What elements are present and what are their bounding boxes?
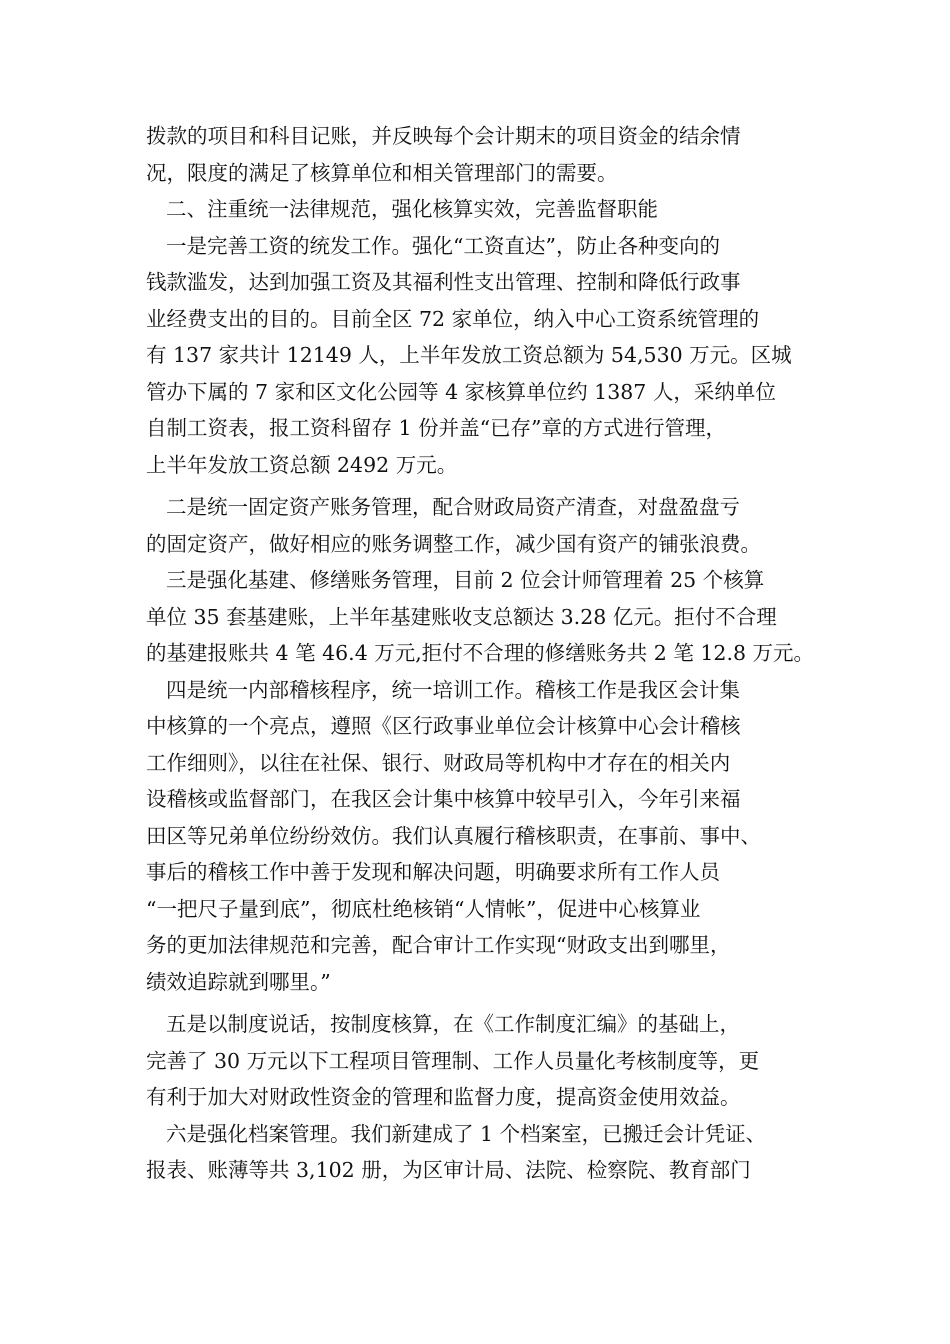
paragraph-construction xyxy=(146,562,826,672)
text-line: 务的更加法律规范和完善，配合审计工作实现“财政支出到哪里， xyxy=(146,933,731,957)
text-line: 设稽核或监督部门，在我区会计集中核算中较早引入，今年引来福 xyxy=(146,787,741,811)
text-line: 完善了 30 万元以下工程项目管理制、工作人员量化考核制度等，更 xyxy=(146,1048,760,1073)
text-line: 田区等兄弟单位纷纷效仿。我们认真履行稽核职责，在事前、事中、 xyxy=(146,823,761,848)
text-line: 况，限度的满足了核算单位和相关管理部门的需要。 xyxy=(146,160,618,185)
text-line: 绩效追踪就到哪里。” xyxy=(146,969,331,994)
text-line: 工作细则》，以往在社保、银行、财政局等机构中才存在的相关内 xyxy=(146,750,731,775)
text-line: 钱款滥发，达到加强工资及其福利性支出管理、控制和降低行政事 xyxy=(146,270,741,294)
paragraph-1 xyxy=(146,118,826,191)
text-line: 的基建报账共 4 笔 46.4 万元,拒付不合理的修缮账务共 2 笔 12.8 万元。 xyxy=(146,641,815,665)
paragraph-archives xyxy=(146,1116,826,1189)
text-line: 自制工资表，报工资科留存 1 份并盖“已存”章的方式进行管理， xyxy=(146,416,727,440)
text-line: “一把尺子量到底”，彻底杜绝核销“人情帐”，促进中心核算业 xyxy=(146,896,701,921)
text-line: 管办下属的 7 家和区文化公园等 4 家核算单位约 1387 人，采纳单位 xyxy=(146,379,776,404)
section-heading xyxy=(146,191,826,228)
text-line: 报表、账薄等共 3,102 册，为区审计局、法院、检察院、教育部门 xyxy=(146,1158,751,1182)
text-line: 四是统一内部稽核程序，统一培训工作。稽核工作是我区会计集 xyxy=(166,677,740,702)
text-line: 六是强化档案管理。我们新建成了 1 个档案室，已搬迁会计凭证、 xyxy=(166,1121,767,1146)
text-line: 五是以制度说话，按制度核算，在《工作制度汇编》的基础上， xyxy=(166,1012,740,1036)
paragraph-wages xyxy=(146,228,826,484)
text-line: 业经费支出的目的。目前全区 72 家单位，纳入中心工资系统管理的 xyxy=(146,306,760,331)
paragraph-regulations xyxy=(146,1006,826,1116)
text-line: 拨款的项目和科目记账，并反映每个会计期末的项目资金的结余情 xyxy=(146,124,741,148)
text-line: 单位 35 套基建账，上半年基建账收支总额达 3.28 亿元。拒付不合理 xyxy=(146,604,777,629)
text-line: 事后的稽核工作中善于发现和解决问题，明确要求所有工作人员 xyxy=(146,860,720,884)
text-line: 中核算的一个亮点，遵照《区行政事业单位会计核算中心会计稽核 xyxy=(146,714,741,738)
text-line: 三是强化基建、修缮账务管理，目前 2 位会计师管理着 25 个核算 xyxy=(166,568,765,592)
text-line: 有利于加大对财政性资金的管理和监督力度，提高资金使用效益。 xyxy=(146,1085,741,1109)
paragraph-audit xyxy=(146,672,826,1001)
text-line: 有 137 家共计 12149 人，上半年发放工资总额为 54,530 万元。区城 xyxy=(146,343,792,367)
text-line: 的固定资产，做好相应的账务调整工作，减少国有资产的铺张浪费。 xyxy=(146,531,761,556)
paragraph-fixed-assets xyxy=(146,489,826,562)
text-line: 上半年发放工资总额 2492 万元。 xyxy=(146,452,458,477)
text-line: 二是统一固定资产账务管理，配合财政局资产清查，对盘盈盘亏 xyxy=(166,495,740,519)
text-line: 一是完善工资的统发工作。强化“工资直达”，防止各种变向的 xyxy=(166,233,720,258)
document-body xyxy=(146,118,826,1189)
text-line: 二、注重统一法律规范，强化核算实效，完善监督职能 xyxy=(166,197,658,221)
